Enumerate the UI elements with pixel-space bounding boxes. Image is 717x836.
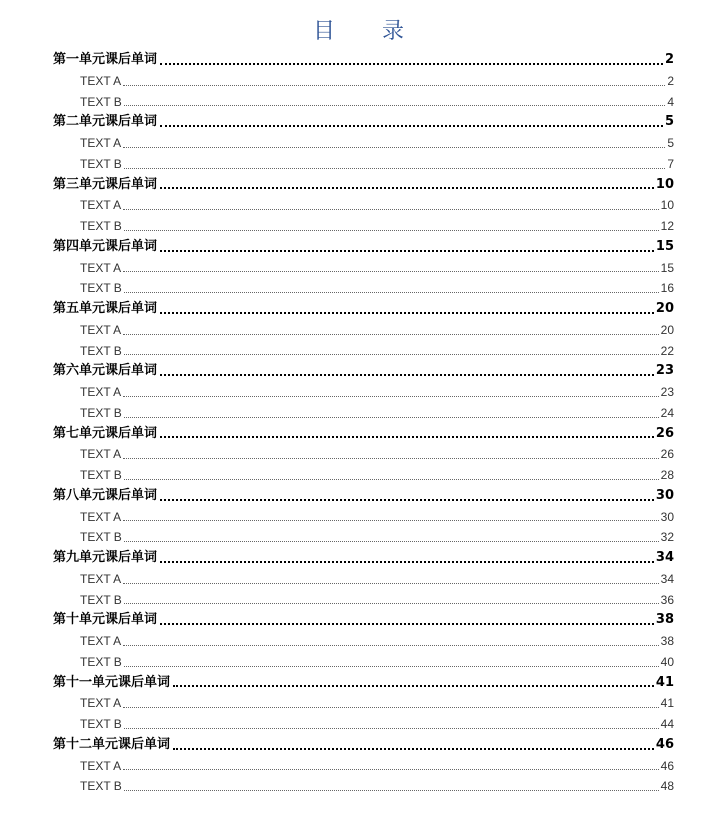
toc-subentry-page: 30 [660,509,674,524]
toc-subentry-page: 7 [667,156,674,171]
dot-leader [123,209,659,210]
toc-subentry[interactable] [53,216,674,237]
toc-entry-page: 30 [655,487,674,503]
toc-subentry-label: TEXT B [80,468,122,482]
toc-subentry[interactable] [53,465,674,486]
toc-entry-page: 41 [655,674,674,690]
toc-subentry-page: 24 [660,405,674,420]
toc-subentry-page: 38 [660,634,674,648]
toc-subentry-label: TEXT B [80,530,122,545]
dot-leader [123,769,659,770]
toc-entry-label: 第六单元课后单词 [53,363,158,379]
toc-subentry[interactable] [53,444,674,465]
dot-leader [124,105,666,106]
toc-entry-label: 第七单元课后单词 [53,425,158,441]
toc-subentry-label: TEXT A [80,73,122,88]
toc-subentry-page: 23 [660,385,674,399]
toc-entry-unit-2[interactable] [53,112,674,133]
toc-subentry-label: TEXT B [80,281,122,296]
dot-leader [124,230,659,231]
toc-subentry[interactable] [53,569,674,590]
dot-leader [124,354,659,355]
dot-leader [124,541,659,542]
toc-subentry[interactable] [53,154,674,175]
toc-entry-page: 46 [655,736,674,752]
toc-subentry[interactable] [53,776,674,797]
toc-subentry[interactable] [53,92,674,113]
toc-subentry[interactable] [53,756,674,777]
dot-leader [160,63,663,65]
toc-subentry-label: TEXT B [80,156,122,171]
toc-subentry-page: 44 [660,717,674,731]
dot-leader [124,168,666,169]
toc-entry-page: 26 [655,425,674,441]
toc-entry-label: 第四单元课后单词 [53,238,158,254]
toc-entry-unit-9[interactable] [53,548,674,569]
dot-leader [160,623,654,625]
dot-leader [173,685,654,687]
toc-subentry-label: TEXT B [80,94,122,109]
toc-subentry-page: 15 [660,260,674,275]
toc-subentry-label: TEXT A [80,260,122,275]
toc-subentry-label: TEXT A [80,758,122,773]
toc-subentry-page: 10 [660,198,674,213]
toc-entry-unit-12[interactable] [53,735,674,756]
toc-subentry-label: TEXT A [80,385,122,399]
toc-subentry[interactable] [53,693,674,714]
dot-leader [123,707,659,708]
dot-leader [124,292,659,293]
toc-entry-unit-1[interactable] [53,50,674,71]
dot-leader [160,499,654,501]
dot-leader [160,250,654,252]
toc-entry-label: 第十二单元课后单词 [53,736,171,752]
toc-subentry-page: 12 [660,219,674,233]
toc-entry-page: 34 [655,550,674,565]
toc-subentry-page: 46 [660,758,674,773]
toc-entry-label: 第三单元课后单词 [53,176,158,192]
toc-entry-label: 第九单元课后单词 [53,550,158,565]
toc-subentry-label: TEXT B [80,219,122,233]
toc-subentry[interactable] [53,320,674,341]
toc-subentry-page: 22 [660,343,674,358]
toc-subentry-label: TEXT B [80,405,122,420]
toc-subentry-page: 16 [660,281,674,296]
toc-subentry[interactable] [53,590,674,611]
toc-subentry[interactable] [53,341,674,362]
toc-entry-page: 20 [655,301,674,316]
toc-subentry-page: 2 [667,73,674,88]
toc-subentry-page: 32 [660,530,674,545]
toc-subentry[interactable] [53,403,674,424]
dot-leader [123,271,659,272]
toc-subentry-page: 34 [660,571,674,586]
dot-leader [123,520,659,521]
toc-subentry-label: TEXT A [80,136,122,150]
dot-leader [160,561,654,563]
dot-leader [123,396,659,397]
toc-entry-page: 5 [664,114,674,130]
toc-subentry[interactable] [53,714,674,735]
toc-subentry-page: 20 [660,322,674,337]
dot-leader [123,147,665,148]
toc-entry-label: 第八单元课后单词 [53,487,158,503]
toc-subentry[interactable] [53,527,674,548]
dot-leader [124,666,659,667]
toc-subentry-page: 36 [660,592,674,607]
toc-entry-label: 第二单元课后单词 [53,114,158,130]
toc-subentry[interactable] [53,631,674,652]
toc-subentry-page: 48 [660,779,674,794]
toc-entry-unit-8[interactable] [53,486,674,507]
toc-subentry-page: 40 [660,654,674,669]
dot-leader [160,436,654,438]
dot-leader [160,125,663,127]
toc-entry-unit-10[interactable] [53,610,674,631]
dot-leader [123,645,659,646]
toc-entry-page: 10 [655,176,674,192]
toc-entry-unit-7[interactable] [53,424,674,445]
toc-subentry-label: TEXT A [80,571,122,586]
toc-subentry-label: TEXT B [80,654,122,669]
toc-entry-unit-11[interactable] [53,673,674,694]
toc-subentry-label: TEXT B [80,592,122,607]
toc-entry-unit-6[interactable] [53,361,674,382]
toc-entry-label: 第十一单元课后单词 [53,674,171,690]
dot-leader [123,458,659,459]
toc-entry-page: 38 [655,612,674,628]
toc-subentry[interactable] [53,507,674,528]
toc-subentry[interactable] [53,652,674,673]
table-of-contents [53,50,674,797]
dot-leader [160,187,654,189]
toc-subentry-label: TEXT B [80,343,122,358]
toc-subentry-label: TEXT A [80,447,122,462]
toc-subentry-label: TEXT B [80,717,122,731]
dot-leader [124,479,659,480]
toc-subentry[interactable] [53,382,674,403]
toc-subentry-page: 4 [667,94,674,109]
toc-subentry-label: TEXT A [80,509,122,524]
toc-subentry-page: 41 [660,696,674,711]
toc-subentry-label: TEXT A [80,696,122,711]
toc-subentry[interactable] [53,71,674,92]
dot-leader [124,417,659,418]
toc-subentry[interactable] [53,133,674,154]
toc-subentry-page: 5 [667,136,674,150]
dot-leader [160,374,654,376]
dot-leader [124,790,659,791]
toc-entry-unit-5[interactable] [53,299,674,320]
dot-leader [173,748,654,750]
toc-entry-label: 第十单元课后单词 [53,612,158,628]
toc-entry-page: 23 [655,363,674,379]
toc-entry-label: 第一单元课后单词 [53,52,158,67]
toc-subentry-label: TEXT A [80,198,122,213]
toc-entry-unit-4[interactable] [53,237,674,258]
toc-subentry[interactable] [53,278,674,299]
dot-leader [124,728,659,729]
toc-subentry-page: 26 [660,447,674,462]
toc-subentry[interactable] [53,258,674,279]
toc-subentry-label: TEXT A [80,634,122,648]
dot-leader [123,583,659,584]
toc-subentry-label: TEXT B [80,779,122,794]
toc-entry-label: 第五单元课后单词 [53,301,158,316]
toc-entry-page: 15 [655,238,674,254]
toc-entry-page: 2 [664,52,674,67]
toc-subentry[interactable] [53,195,674,216]
dot-leader [123,85,665,86]
dot-leader [160,312,654,314]
toc-subentry-label: TEXT A [80,322,122,337]
dot-leader [124,603,659,604]
toc-entry-unit-3[interactable] [53,175,674,196]
page-title: 目 录 [313,19,424,44]
toc-subentry-page: 28 [660,468,674,482]
dot-leader [123,334,659,335]
